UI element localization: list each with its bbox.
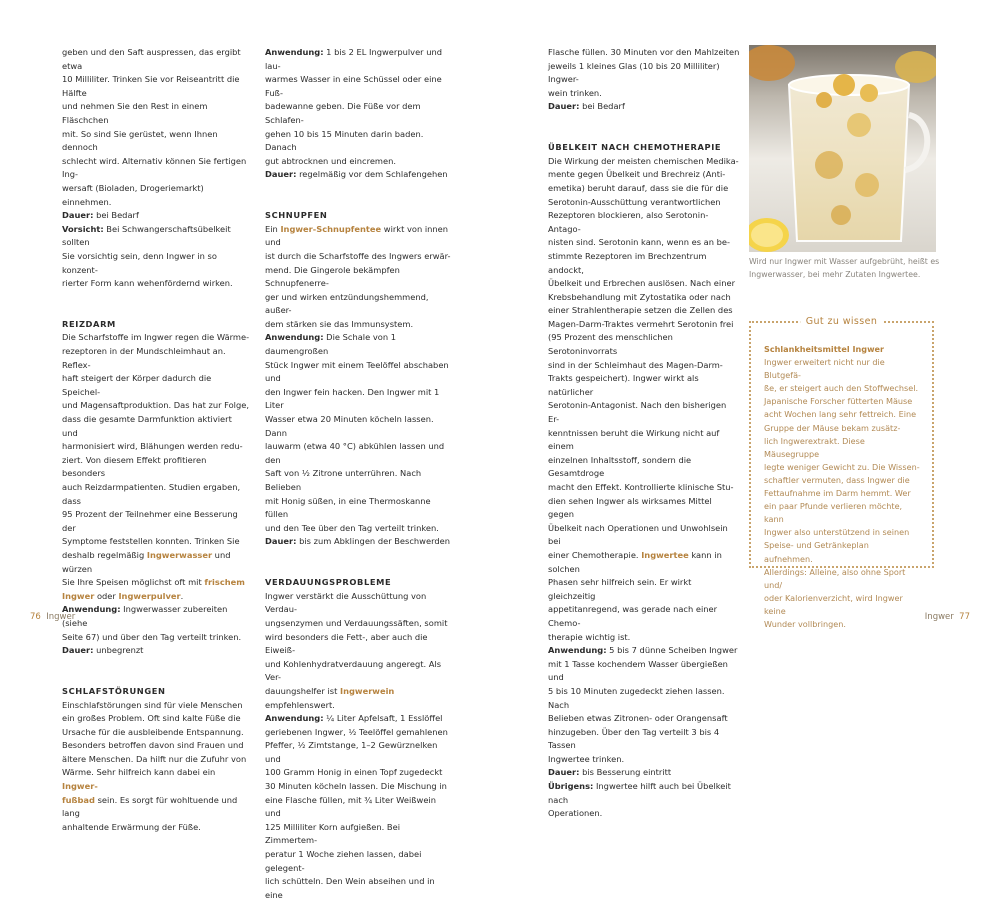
info-box-line: Fettaufnahme im Darm hemmt. Wer — [764, 488, 911, 499]
text-line: ist durch die Scharfstoffe des Ingwers erwär- — [265, 250, 451, 261]
anwendung-label: Anwendung: — [265, 332, 324, 343]
text-line: nisten sind. Serotonin kann, wenn es an be- — [548, 237, 731, 248]
caption-line: Ingwerwasser, bei mehr Zutaten Ingwertee. — [749, 269, 921, 279]
info-box-line: legte weniger Gewicht zu. Die Wissen- — [764, 461, 920, 472]
info-box-line: schaftler vermuten, dass Ingwer die — [764, 474, 910, 485]
text-line: dem stärken sie das Immunsystem. — [265, 318, 414, 329]
text-line: peratur 1 Woche ziehen lassen, dabei gelegent- — [265, 849, 422, 873]
text-line: harmonisiert wird, Blähungen werden redu- — [62, 441, 243, 452]
text-span: Ein — [265, 223, 281, 234]
text-line: lauwarm (etwa 40 °C) abkühlen lassen und den — [265, 441, 445, 465]
text-line: rierter Form kann wehenfördernd wirken. — [62, 278, 233, 289]
text-line: Ingwertee trinken. — [548, 753, 625, 764]
info-box-heading: Schlankheitsmittel Ingwer — [764, 344, 885, 354]
section-heading-schlafstoerungen: SCHLAFSTÖRUNGEN — [62, 685, 166, 696]
text-line: ungsenzymen und Verdauungssäften, somit — [265, 617, 448, 628]
highlight-ingwertee: Ingwertee — [641, 549, 689, 560]
text-span: ¼ Liter Apfelsaft, 1 Esslöffel — [323, 713, 443, 724]
text-span: einer Chemotherapie. — [548, 549, 639, 560]
text-span: deshalb regelmäßig — [62, 549, 147, 560]
text-line: Die Wirkung der meisten chemischen Medika- — [548, 155, 739, 166]
highlight-ingwerfussbad: Ingwer- — [62, 781, 98, 792]
text-line — [62, 794, 250, 821]
vorsicht-label: Vorsicht: — [62, 223, 104, 234]
text-line: den Ingwer fein hacken. Den Ingwer mit 1 Liter — [265, 386, 440, 411]
uebrigens-label: Übrigens: — [548, 781, 594, 792]
text-span: empfehlenswert. — [265, 699, 335, 710]
left-column-2 — [265, 46, 453, 902]
text-span: regelmäßig vor dem Schlafengehen — [296, 169, 448, 180]
text-span: Ingwerwasser zubereiten (siehe — [62, 604, 228, 628]
caption-line: Wird nur Ingwer mit Wasser aufgebrüht, heißt es — [749, 257, 940, 266]
text-span: bei Bedarf — [579, 101, 625, 112]
text-line — [62, 576, 250, 590]
text-line: dien sehen Ingwer als wirksames Mittel gegen — [548, 495, 712, 520]
text-line: und den Tee über den Tag verteilt trinken. — [265, 522, 439, 533]
text-span: . — [180, 590, 184, 601]
info-box-title: Gut zu wissen — [800, 315, 884, 328]
anwendung-line — [265, 331, 453, 358]
dauer-line — [548, 766, 740, 780]
dauer-label: Dauer: — [265, 536, 297, 547]
text-line: therapie wichtig ist. — [548, 631, 631, 642]
text-line: gehen 10 bis 15 Minuten darin baden. Danach — [265, 128, 424, 153]
text-line: Übelkeit und Erbrechen auslösen. Nach einer — [548, 278, 735, 289]
text-span: sein. Es sorgt für wohltuende und lang — [62, 794, 238, 819]
anwendung-line — [548, 644, 740, 658]
text-line: rezeptoren in der Mundschleimhaut an. Reflex- — [62, 346, 226, 370]
left-folio — [30, 612, 75, 622]
left-column-1 — [62, 46, 250, 834]
text-line: macht den Effekt. Kontrollierte klinische Stu- — [548, 482, 734, 492]
text-line: Operationen. — [548, 808, 603, 819]
page-number-right: 77 — [959, 612, 970, 622]
text-line: mente gegen Übelkeit und Brechreiz (Anti- — [548, 169, 726, 180]
text-line: ein großes Problem. Oft sind kalte Füße die — [62, 713, 241, 724]
text-line: 30 Minuten köcheln lassen. Die Mischung in — [265, 781, 447, 792]
highlight-schnupfentee: Ingwer-Schnupfentee — [280, 223, 382, 234]
text-line — [62, 549, 250, 576]
text-span: Sie Ihre Speisen möglichst oft mit — [62, 577, 205, 588]
info-box-line: Japanische Forscher fütterten Mäuse — [764, 396, 913, 407]
text-line: stimmte Rezeptoren im Brechzentrum andockt, — [548, 250, 707, 275]
text-line: badewanne geben. Die Füße vor dem Schlafen- — [265, 101, 421, 125]
ginger-tea-photo — [749, 45, 936, 252]
text-line: wersaft (Bioladen, Drogeriemarkt) einnehmen. — [62, 182, 204, 207]
info-box-line: ße, er steigert auch den Stoffwechsel. — [764, 383, 919, 394]
info-box-line: Allerdings: Alleine, also ohne Sport und/ — [764, 566, 906, 590]
dauer-label: Dauer: — [62, 210, 94, 221]
dauer-label: Dauer: — [62, 645, 94, 656]
highlight-ingwerwein: Ingwerwein — [339, 685, 395, 696]
text-line: Belieben etwas Zitronen- oder Orangensaft — [548, 713, 728, 724]
info-box-gut-zu-wissen — [749, 316, 934, 629]
dauer-line — [548, 100, 740, 114]
text-line: anhaltende Erwärmung der Füße. — [62, 821, 201, 832]
text-line: geriebenen Ingwer, ½ Teelöffel gemahlenen — [265, 726, 448, 737]
text-line: mit Honig süßen, in eine Thermoskanne füllen — [265, 495, 431, 520]
text-line: warmes Wasser in eine Schüssel oder eine Fuß- — [265, 74, 442, 98]
text-line: geben und den Saft auspressen, das ergibt etwa — [62, 47, 241, 71]
right-column-1 — [548, 46, 740, 821]
text-line: jeweils 1 kleines Glas (10 bis 20 Milliliter) Ingwer- — [548, 60, 720, 85]
highlight-ingwerpulver: Ingwerpulver — [118, 590, 181, 601]
text-line: appetitanregend, was gerade nach einer Chemo- — [548, 604, 718, 628]
text-line: gut abtrocknen und eincremen. — [265, 155, 397, 166]
text-line: Trakts gespeichert). Ingwer wirkt als natürlicher — [548, 373, 699, 397]
text-span: Ingwertee hilft auch bei Übelkeit nach — [548, 781, 731, 805]
dauer-line — [62, 644, 250, 658]
text-line: Serotonin-Antagonist. Nach den bisherigen Er- — [548, 400, 727, 425]
ginger-tea-illustration — [749, 45, 936, 252]
running-head-right: Ingwer — [924, 612, 954, 622]
anwendung-label: Anwendung: — [265, 713, 324, 724]
text-line: und nehmen Sie den Rest in einem Fläschchen — [62, 101, 208, 125]
highlight-ingwerwasser: Ingwerwasser — [146, 549, 213, 560]
text-span: unbegrenzt — [93, 645, 144, 656]
section-heading-chemotherapie: ÜBELKEIT NACH CHEMOTHERAPIE — [548, 142, 722, 153]
text-span: kann in solchen — [548, 549, 722, 574]
right-folio — [925, 612, 970, 622]
text-line: mit 1 Tasse kochendem Wasser übergießen und — [548, 658, 728, 683]
page-number-left: 76 — [30, 612, 41, 622]
dauer-label: Dauer: — [548, 767, 580, 778]
anwendung-label: Anwendung: — [265, 47, 324, 57]
text-span: dauungshelfer ist — [265, 685, 340, 696]
dauer-label: Dauer: — [548, 101, 580, 112]
text-line: Flasche füllen. 30 Minuten vor den Mahlzeiten — [548, 47, 740, 57]
info-box-line: Gruppe der Mäuse bekam zusätz- — [764, 422, 901, 433]
text-line: (95 Prozent des menschlichen Serotoninvorrats — [548, 332, 673, 357]
section-heading-verdauung: VERDAUUNGSPROBLEME — [265, 577, 392, 588]
text-span: 1 bis 2 EL Ingwerpulver und lau- — [265, 47, 443, 71]
text-line: einer Strahlentherapie setzen die Zellen des — [548, 305, 733, 316]
text-line: Wasser etwa 20 Minuten köcheln lassen. Dann — [265, 414, 434, 438]
info-box-line: oder Kalorienverzicht, wird Ingwer keine — [764, 592, 903, 616]
info-box-line: Wunder vollbringen. — [764, 618, 846, 629]
info-box-line: ein paar Pfunde verlieren möchte, kann — [764, 501, 903, 525]
text-line: auch Reizdarmpatienten. Studien ergaben, dass — [62, 482, 241, 506]
info-box-line: Speise- und Getränkeplan aufnehmen. — [764, 540, 869, 564]
highlight-fussbad: fußbad — [62, 794, 95, 805]
text-line: Serotonin-Ausschüttung verantwortlichen — [548, 196, 721, 207]
text-line: wein trinken. — [548, 87, 602, 98]
vorsicht-line — [62, 223, 250, 250]
text-line: dass die gesamte Darmfunktion aktiviert und — [62, 414, 232, 438]
text-line: lich schütteln. Den Wein abseihen und in eine — [265, 876, 435, 900]
text-span: wirkt von innen und — [265, 223, 449, 248]
text-line: kenntnissen beruht die Wirkung nicht auf einem — [548, 427, 720, 452]
text-line — [548, 549, 740, 576]
text-line: 95 Prozent der Teilnehmer eine Besserung der — [62, 509, 238, 533]
text-line: wird besonders die Fett-, aber auch die Eiweiß- — [265, 631, 428, 656]
dauer-line — [265, 168, 453, 182]
text-line: Stück Ingwer mit einem Teelöffel abschaben und — [265, 359, 449, 384]
text-line — [265, 685, 453, 712]
vorsicht-text: Bei Schwangerschaftsübelkeit sollten — [62, 223, 231, 248]
dauer-text: bei Bedarf — [93, 210, 139, 221]
text-line: ziert. Von diesem Effekt profitieren besonders — [62, 454, 207, 479]
text-line: Sie vorsichtig sein, denn Ingwer in so konzent- — [62, 250, 217, 275]
text-line: Ingwer verstärkt die Ausschüttung von Verdau- — [265, 590, 427, 615]
text-line: Phasen sehr hilfreich sein. Er wirkt gleichzeitig — [548, 577, 692, 601]
text-line: 10 Milliliter. Trinken Sie vor Reiseantritt die Hälfte — [62, 74, 240, 98]
info-box-line: Ingwer erweitert nicht nur die Blutgefä- — [764, 357, 885, 381]
anwendung-label: Anwendung: — [548, 645, 607, 656]
text-line: ger und wirken entzündungshemmend, außer- — [265, 291, 429, 316]
anwendung-label: Anwendung: — [62, 604, 121, 615]
text-span: und würzen — [62, 549, 231, 574]
text-line: und Magensaftproduktion. Das hat zur Folge, — [62, 400, 249, 411]
text-line — [62, 590, 250, 604]
text-line: mend. Die Gingerole bekämpfen Schnupfenerre- — [265, 264, 400, 289]
running-head-left: Ingwer — [46, 612, 76, 622]
text-line: und Kohlenhydratverdauung angeregt. Als Ver- — [265, 658, 442, 683]
text-line: Seite 67) und über den Tag verteilt trinken. — [62, 631, 242, 642]
text-line: 5 bis 10 Minuten zugedeckt ziehen lassen. Nach — [548, 685, 725, 710]
text-line: Die Scharfstoffe im Ingwer regen die Wärme- — [62, 332, 250, 343]
text-line: sind in der Schleimhaut des Magen-Darm- — [548, 359, 723, 370]
text-span: bis Besserung eintritt — [579, 767, 672, 778]
section-heading-schnupfen: SCHNUPFEN — [265, 210, 328, 221]
text-line — [62, 766, 250, 793]
text-line: schlecht wird. Alternativ können Sie fertigen Ing- — [62, 155, 247, 180]
info-box-line: acht Wochen lang sehr fettreich. Eine — [764, 409, 917, 420]
text-line: emetika) beruht darauf, dass sie die für die — [548, 182, 729, 193]
text-line: Ursache für die ausbleibende Entspannung. — [62, 726, 244, 737]
text-line: 125 Milliliter Korn aufgießen. Bei Zimmertem- — [265, 821, 401, 846]
text-line: Einschlafstörungen sind für viele Menschen — [62, 699, 243, 710]
text-line: Krebsbehandlung mit Zytostatika oder nach — [548, 291, 731, 302]
text-line: mit. So sind Sie gerüstet, wenn Ihnen dennoch — [62, 128, 218, 153]
text-line: Symptome feststellen konnten. Trinken Sie — [62, 536, 240, 547]
text-line: ältere Menschen. Da hilft nur die Zufuhr von — [62, 753, 247, 764]
info-box-line: Ingwer also unterstützend in seinen — [764, 527, 910, 538]
text-span: oder — [94, 590, 119, 601]
text-line: Besonders betroffen davon sind Frauen und — [62, 740, 244, 751]
text-span: bis zum Abklingen der Beschwerden — [296, 536, 450, 547]
dauer-label: Dauer: — [265, 169, 297, 180]
text-line: eine Flasche füllen, mit ¾ Liter Weißwein und — [265, 794, 436, 819]
text-line: 100 Gramm Honig in einen Topf zugedeckt — [265, 767, 443, 778]
text-line: Übelkeit nach Operationen und Unwohlsein bei — [548, 522, 728, 547]
text-span: Die Schale von 1 daumengroßen — [265, 332, 396, 357]
dauer-line — [265, 535, 453, 549]
text-line — [265, 223, 453, 250]
highlight-frischem: frischem — [204, 577, 245, 588]
anwendung-line — [265, 712, 453, 726]
text-span: 5 bis 7 dünne Scheiben Ingwer — [606, 645, 738, 656]
text-line: haft steigert der Körper dadurch die Speichel- — [62, 373, 212, 397]
section-heading-reizdarm: REIZDARM — [62, 318, 116, 329]
text-span: Wärme. Sehr hilfreich kann dabei ein — [62, 767, 216, 778]
uebrigens-line — [548, 780, 740, 807]
text-line: Rezeptoren blockieren, also Serotonin-Antago- — [548, 210, 709, 234]
text-line: Saft von ½ Zitrone unterrühren. Nach Belieben — [265, 468, 422, 492]
text-line: hinzugeben. Über den Tag verteilt 3 bis 4 Tassen — [548, 726, 720, 751]
text-line: einzelnen Inhaltsstoff, sondern die Gesamtdroge — [548, 454, 692, 479]
photo-caption — [749, 256, 941, 281]
intro-text — [62, 46, 250, 209]
info-box-line: lich Ingwerextrakt. Diese Mäusegruppe — [764, 435, 865, 459]
anwendung-line — [265, 46, 453, 73]
highlight-ingwer: Ingwer — [62, 590, 95, 601]
anwendung-line — [62, 603, 250, 630]
text-line: Pfeffer, ½ Zimtstange, 1–2 Gewürznelken und — [265, 740, 438, 764]
dauer-line — [62, 209, 250, 223]
text-line: Magen-Darm-Traktes vermehrt Serotonin frei — [548, 318, 734, 329]
